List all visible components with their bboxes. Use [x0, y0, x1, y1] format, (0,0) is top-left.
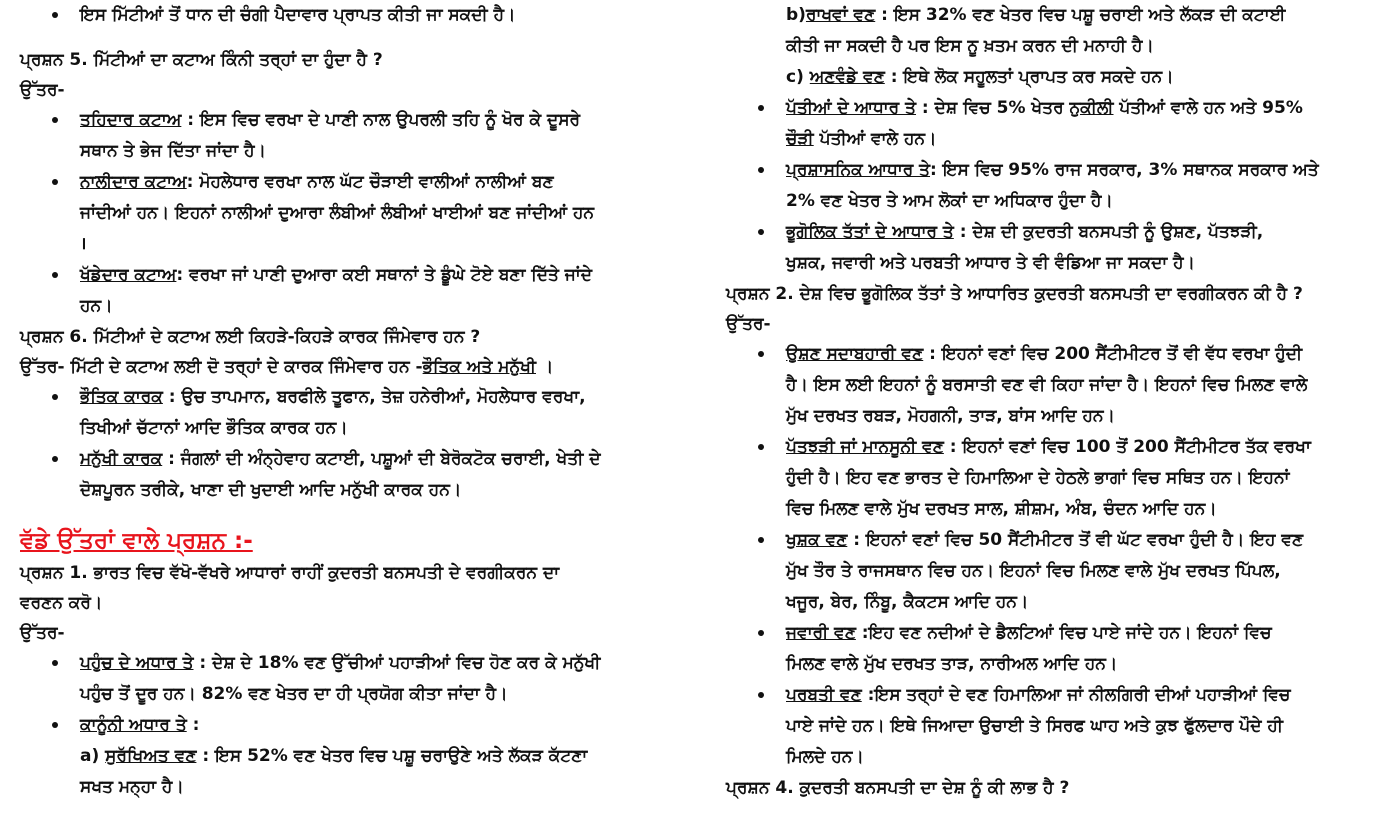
answer-label: ਉੱਤਰ- — [20, 80, 65, 100]
list-item: ਭੂਗੋਲਿਕ ਤੱਤਾਂ ਦੇ ਆਧਾਰ ਤੇ : ਦੇਸ਼ ਦੀ ਕੁਦਰਤੀ ਬਨਸਪਤੀ ਨੂੰ ਉਸ਼ਣ, ਪੱਤਝੜੀ, ਖੁਸ਼ਕ, ਜਵਾਰੀ ਅਤੇ ਪਰਬਤੀ ਆਧਾਰ ਤੇ ਵੀ ਵੰਡਿਆ ਜਾ ਸਕਦਾ ਹੈ। — [726, 217, 1376, 279]
term: ਪਹੁੰਚ ਦੇ ਅਧਾਰ ਤੇ — [80, 653, 194, 673]
list-item: ਨਾਲੀਦਾਰ ਕਟਾਅ: ਮੋਹਲੇਧਾਰ ਵਰਖਾ ਨਾਲ ਘੱਟ ਚੌੜਾਈ ਵਾਲੀਆਂ ਨਾਲੀਆਂ ਬਣ ਜਾਂਦੀਆਂ ਹਨ। ਇਹਨਾਂ ਨਾਲੀਆਂ ਦੁਆਰਾ ਲੰਬੀਆਂ ਲੰਬੀਆਂ ਖਾਈਆਂ ਬਣ ਜਾਂਦੀਆਂ ਹਨ । — [20, 167, 680, 260]
list-item: ਪੱਤੀਆਂ ਦੇ ਆਧਾਰ ਤੇ : ਦੇਸ਼ ਵਿਚ 5% ਖੇਤਰ ਨੁਕੀਲੀ ਪੱਤੀਆਂ ਵਾਲੇ ਹਨ ਅਤੇ 95% ਚੌੜੀ ਪੱਤੀਆਂ ਵਾਲੇ ਹਨ। — [726, 93, 1376, 155]
list-item: ਪਹੁੰਚ ਦੇ ਅਧਾਰ ਤੇ : ਦੇਸ਼ ਦੇ 18% ਵਣ ਉੱਚੀਆਂ ਪਹਾੜੀਆਂ ਵਿਚ ਹੋਣ ਕਰ ਕੇ ਮਨੁੱਖੀ ਪਹੁੰਚ ਤੋਂ ਦੂਰ ਹਨ। 82% ਵਣ ਖੇਤਰ ਦਾ ਹੀ ਪ੍ਰਯੋਗ ਕੀਤਾ ਜਾਂਦਾ ਹੈ। — [20, 648, 680, 710]
list-item: ਮਨੁੱਖੀ ਕਾਰਕ : ਜੰਗਲਾਂ ਦੀ ਅੰਨ੍ਹੇਵਾਹ ਕਟਾਈ, ਪਸ਼ੂਆਂ ਦੀ ਬੇਰੋਕਟੋਕ ਚਰਾਈ, ਖੇਤੀ ਦੇ ਦੋਸ਼ਪੂਰਨ ਤਰੀਕੇ, ਖਾਣਾ ਦੀ ਖੁਦਾਈ ਆਦਿ ਮਨੁੱਖੀ ਕਾਰਕ ਹਨ। — [20, 444, 680, 506]
term: ਕਾਨੂੰਨੀ ਅਧਾਰ ਤੇ — [80, 715, 187, 735]
term: ਨਾਲੀਦਾਰ ਕਟਾਅ — [80, 172, 187, 192]
lq2-answer-list — [726, 339, 1376, 773]
list-item: ਜਵਾਰੀ ਵਣ :ਇਹ ਵਣ ਨਦੀਆਂ ਦੇ ਡੈਲਟਿਆਂ ਵਿਚ ਪਾਏ ਜਾਂਦੇ ਹਨ। ਇਹਨਾਂ ਵਿਚ ਮਿਲਣ ਵਾਲੇ ਮੁੱਖ ਦਰਖਤ ਤਾੜ, ਨਾਰੀਅਲ ਆਦਿ ਹਨ। — [726, 618, 1376, 680]
lq1-answer-list-cont — [726, 93, 1376, 279]
term: ਪਰਬਤੀ ਵਣ — [786, 685, 862, 705]
intro-list — [20, 0, 680, 31]
term: ਭੂਗੋਲਿਕ ਤੱਤਾਂ ਦੇ ਆਧਾਰ ਤੇ — [786, 222, 954, 242]
right-column — [726, 0, 1376, 803]
list-item: ਤਹਿਦਾਰ ਕਟਾਅ : ਇਸ ਵਿਚ ਵਰਖਾ ਦੇ ਪਾਣੀ ਨਾਲ ਉਪਰਲੀ ਤਹਿ ਨੂੰ ਖੋਰ ਕੇ ਦੂਸਰੇ ਸਥਾਨ ਤੇ ਭੇਜ ਦਿੱਤਾ ਜਾਂਦਾ ਹੈ। — [20, 105, 680, 167]
term: ਪੱਤੀਆਂ ਦੇ ਆਧਾਰ ਤੇ — [786, 98, 917, 118]
q5-answer-list — [20, 105, 680, 322]
list-item: ਪਰਬਤੀ ਵਣ :ਇਸ ਤਰ੍ਹਾਂ ਦੇ ਵਣ ਹਿਮਾਲਿਆ ਜਾਂ ਨੀਲਗਿਰੀ ਦੀਆਂ ਪਹਾੜੀਆਂ ਵਿਚ ਪਾਏ ਜਾਂਦੇ ਹਨ। ਇਥੇ ਜਿਆਦਾ ਉਚਾਈ ਤੇ ਸਿਰਫ ਘਾਹ ਅਤੇ ਕੁਝ ਫੁੱਲਦਾਰ ਪੌਦੇ ਹੀ ਮਿਲਦੇ ਹਨ। — [726, 680, 1376, 773]
sub-item-b: b)ਰਾਖਵਾਂ ਵਣ : ਇਸ 32% ਵਣ ਖੇਤਰ ਵਿਚ ਪਸ਼ੂ ਚਰਾਈ ਅਤੇ ਲੱਕੜ ਦੀ ਕਟਾਈ ਕੀਤੀ ਜਾ ਸਕਦੀ ਹੈ ਪਰ ਇਸ ਨੂ ਖ਼ਤਮ ਕਰਨ ਦੀ ਮਨਾਹੀ ਹੈ। — [786, 5, 1286, 56]
term: ਖੁਸ਼ਕ ਵਣ — [786, 530, 848, 550]
answer-label: ਉੱਤਰ- — [726, 314, 771, 334]
term: ਮਨੁੱਖੀ ਕਾਰਕ — [80, 449, 163, 469]
lq1-answer-list — [20, 648, 680, 741]
list-item: ਪੱਤਝੜੀ ਜਾਂ ਮਾਨਸੂਨੀ ਵਣ : ਇਹਨਾਂ ਵਣਾਂ ਵਿਚ 100 ਤੋਂ 200 ਸੈਂਟੀਮੀਟਰ ਤੱਕ ਵਰਖਾ ਹੁੰਦੀ ਹੈ। ਇਹ ਵਣ ਭਾਰਤ ਦੇ ਹਿਮਾਲਿਆ ਦੇ ਹੇਠਲੇ ਭਾਗਾਂ ਵਿਚ ਸਥਿਤ ਹਨ। ਇਹਨਾਂ ਵਿਚ ਮਿਲਣ ਵਾਲੇ ਮੁੱਖ ਦਰਖਤ ਸਾਲ, ਸ਼ੀਸ਼ਮ, ਅੰਬ, ਚੰਦਨ ਆਦਿ ਹਨ। — [726, 432, 1376, 525]
list-item: ਇਸ ਮਿੱਟੀਆਂ ਤੋਂ ਧਾਨ ਦੀ ਚੰਗੀ ਪੈਦਾਵਾਰ ਪ੍ਰਾਪਤ ਕੀਤੀ ਜਾ ਸਕਦੀ ਹੈ। — [20, 0, 680, 31]
long-question-2: ਪ੍ਰਸ਼ਨ 2. ਦੇਸ਼ ਵਿਚ ਭੂਗੋਲਿਕ ਤੱਤਾਂ ਤੇ ਆਧਾਰਿਤ ਕੁਦਰਤੀ ਬਨਸਪਤੀ ਦਾ ਵਰਗੀਕਰਨ ਕੀ ਹੈ ? — [726, 284, 1303, 304]
answer-label: ਉੱਤਰ- — [20, 623, 65, 643]
term: ਪ੍ਰਸ਼ਾਸਨਿਕ ਆਧਾਰ ਤੇ — [786, 160, 931, 180]
term: ਉਸ਼ਣ ਸਦਾਬਹਾਰੀ ਵਣ — [786, 344, 924, 364]
long-answer-heading: ਵੱਡੇ ਉੱਤਰਾਂ ਵਾਲੇ ਪ੍ਰਸ਼ਨ :- — [20, 528, 253, 554]
list-item: ਉਸ਼ਣ ਸਦਾਬਹਾਰੀ ਵਣ : ਇਹਨਾਂ ਵਣਾਂ ਵਿਚ 200 ਸੈਂਟੀਮੀਟਰ ਤੋਂ ਵੀ ਵੱਧ ਵਰਖਾ ਹੁੰਦੀ ਹੈ। ਇਸ ਲਈ ਇਹਨਾਂ ਨੂੰ ਬਰਸਾਤੀ ਵਣ ਵੀ ਕਿਹਾ ਜਾਂਦਾ ਹੈ। ਇਹਨਾਂ ਵਿਚ ਮਿਲਣ ਵਾਲੇ ਮੁੱਖ ਦਰਖਤ ਰਬੜ, ਮੋਹਗਨੀ, ਤਾੜ, ਬਾਂਸ ਆਦਿ ਹਨ। — [726, 339, 1376, 432]
long-question-1: ਪ੍ਰਸ਼ਨ 1. ਭਾਰਤ ਵਿਚ ਵੱਖੋ-ਵੱਖਰੇ ਆਧਾਰਾਂ ਰਾਹੀਂ ਕੁਦਰਤੀ ਬਨਸਪਤੀ ਦੇ ਵਰਗੀਕਰਨ ਦਾ ਵਰਣਨ ਕਰੋ। — [20, 563, 560, 613]
list-item: ਭੌਤਿਕ ਕਾਰਕ : ਉਚ ਤਾਪਮਾਨ, ਬਰਫੀਲੇ ਤੂਫਾਨ, ਤੇਜ਼ ਹਨੇਰੀਆਂ, ਮੋਹਲੇਧਾਰ ਵਰਖਾ, ਤਿਖੀਆਂ ਚੱਟਾਨਾਂ ਆਦਿ ਭੌਤਿਕ ਕਾਰਕ ਹਨ। — [20, 382, 680, 444]
term: ਤਹਿਦਾਰ ਕਟਾਅ — [80, 110, 182, 130]
long-question-4: ਪ੍ਰਸ਼ਨ 4. ਕੁਦਰਤੀ ਬਨਸਪਤੀ ਦਾ ਦੇਸ਼ ਨੂੰ ਕੀ ਲਾਭ ਹੈ ? — [726, 778, 1070, 798]
list-item: ਖੁਸ਼ਕ ਵਣ : ਇਹਨਾਂ ਵਣਾਂ ਵਿਚ 50 ਸੈਂਟੀਮੀਟਰ ਤੋਂ ਵੀ ਘੱਟ ਵਰਖਾ ਹੁੰਦੀ ਹੈ। ਇਹ ਵਣ ਮੁੱਖ ਤੌਰ ਤੇ ਰਾਜਸਥਾਨ ਵਿਚ ਹਨ। ਇਹਨਾਂ ਵਿਚ ਮਿਲਣ ਵਾਲੇ ਮੁੱਖ ਦਰਖਤ ਪਿੱਪਲ, ਖਜੂਰ, ਬੇਰ, ਨਿੰਬੂ, ਕੈਕਟਸ ਆਦਿ ਹਨ। — [726, 525, 1376, 618]
list-item: ਖੱਡੇਦਾਰ ਕਟਾਅ: ਵਰਖਾ ਜਾਂ ਪਾਣੀ ਦੁਆਰਾ ਕਈ ਸਥਾਨਾਂ ਤੇ ਡੂੰਘੇ ਟੋਏ ਬਣਾ ਦਿੱਤੇ ਜਾਂਦੇ ਹਨ। — [20, 260, 680, 322]
question-6: ਪ੍ਰਸ਼ਨ 6. ਮਿੱਟੀਆਂ ਦੇ ਕਟਾਅ ਲਈ ਕਿਹੜੇ-ਕਿਹੜੇ ਕਾਰਕ ਜਿੰਮੇਵਾਰ ਹਨ ? — [20, 327, 481, 347]
left-column — [20, 0, 680, 803]
term: ਪੱਤਝੜੀ ਜਾਂ ਮਾਨਸੂਨੀ ਵਣ — [786, 437, 944, 457]
q6-answer-intro: ਉੱਤਰ- ਮਿੱਟੀ ਦੇ ਕਟਾਅ ਲਈ ਦੋ ਤਰ੍ਹਾਂ ਦੇ ਕਾਰਕ ਜਿੰਮੇਵਾਰ ਹਨ -ਭੌਤਿਕ ਅਤੇ ਮਨੁੱਖੀ । — [20, 357, 554, 377]
term: ਜਵਾਰੀ ਵਣ — [786, 623, 856, 643]
sub-item-a: a) ਸੁਰੱਖਿਅਤ ਵਣ : ਇਸ 52% ਵਣ ਖੇਤਰ ਵਿਚ ਪਸ਼ੂ ਚਰਾਉਣੇ ਅਤੇ ਲੱਕੜ ਕੱਟਣਾ ਸਖਤ ਮਨ੍ਹਾ ਹੈ। — [80, 746, 588, 797]
term: ਭੌਤਿਕ ਕਾਰਕ — [80, 387, 163, 407]
question-5: ਪ੍ਰਸ਼ਨ 5. ਮਿੱਟੀਆਂ ਦਾ ਕਟਾਅ ਕਿੰਨੀ ਤਰ੍ਹਾਂ ਦਾ ਹੁੰਦਾ ਹੈ ? — [20, 50, 383, 70]
q6-answer-list — [20, 382, 680, 506]
list-item: ਪ੍ਰਸ਼ਾਸਨਿਕ ਆਧਾਰ ਤੇ: ਇਸ ਵਿਚ 95% ਰਾਜ ਸਰਕਾਰ, 3% ਸਥਾਨਕ ਸਰਕਾਰ ਅਤੇ 2% ਵਣ ਖੇਤਰ ਤੇ ਆਮ ਲੋਕਾਂ ਦਾ ਅਧਿਕਾਰ ਹੁੰਦਾ ਹੈ। — [726, 155, 1376, 217]
term: ਖੱਡੇਦਾਰ ਕਟਾਅ — [80, 265, 177, 285]
sub-item-c: c) ਅਣਵੰਡੇ ਵਣ : ਇਥੇ ਲੋਕ ਸਹੂਲਤਾਂ ਪ੍ਰਾਪਤ ਕਰ ਸਕਦੇ ਹਨ। — [786, 67, 1174, 87]
list-item: ਕਾਨੂੰਨੀ ਅਧਾਰ ਤੇ : — [20, 710, 680, 741]
